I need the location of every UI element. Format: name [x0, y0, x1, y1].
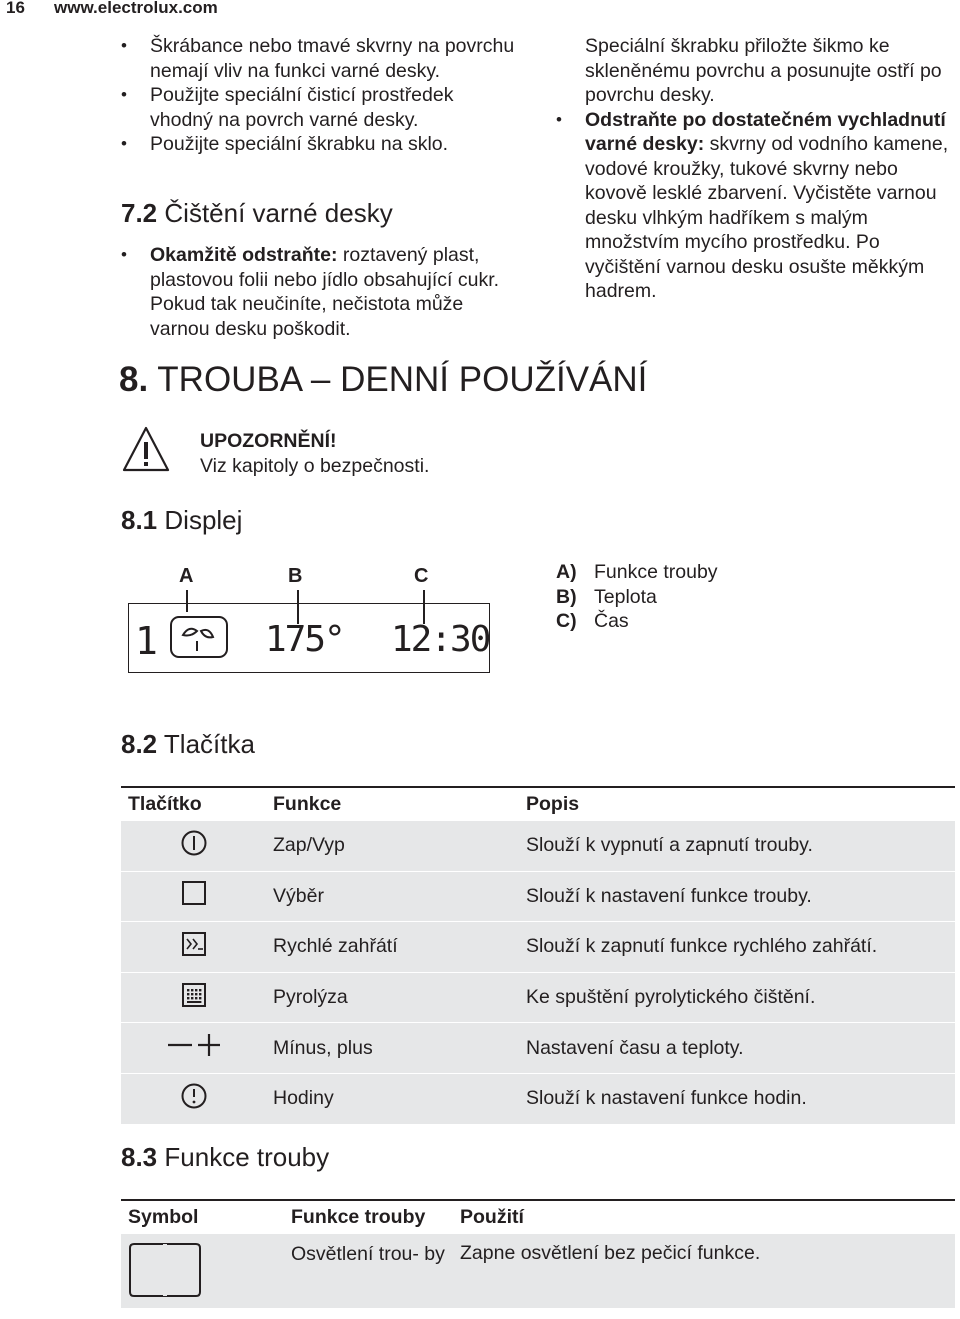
list-item: • Škrábance nebo tmavé skvrny na povrchu nemají vliv na funkci varné desky. [121, 34, 521, 83]
description-cell: Ke spuštění pyrolytického čištění. [519, 972, 955, 1023]
function-cell: Mínus, plus [266, 1023, 519, 1074]
column-header: Tlačítko [121, 787, 266, 821]
bullet-list [121, 34, 521, 157]
table-row [121, 922, 955, 973]
column-header: Symbol [121, 1200, 284, 1234]
function-cell: Zap/Vyp [266, 821, 519, 872]
list-item: • Použijte speciální škrabku na sklo. [121, 132, 521, 157]
page-number: 16 [6, 0, 25, 17]
section-heading-7-2: 7.2 Čištění varné desky [121, 198, 393, 228]
table-row [121, 1234, 955, 1309]
minus-plus-icon [164, 1031, 224, 1059]
time-readout: 12:30 [391, 619, 490, 660]
square-icon [180, 879, 208, 907]
usage-cell: Zapne osvětlení bez pečicí funkce. [453, 1234, 955, 1309]
section-heading-8-3: 8.3 Funkce trouby [121, 1142, 330, 1172]
oven-light-icon [128, 1242, 202, 1298]
display-digit-left: 1 [135, 619, 158, 663]
display-legend [556, 560, 718, 634]
display-label-a: A [179, 565, 194, 587]
legend-item: B) Teplota [556, 585, 657, 608]
description-cell: Slouží k zapnutí funkce rychlého zahřátí. [519, 922, 955, 973]
page-header [0, 0, 960, 17]
right-column [556, 34, 954, 304]
list-item: • Okamžitě odstraňte: roztavený plast, plastovou folii nebo jídlo obsahující cukr. Pokud tak neučiníte, nečistota může varnou desku poškodit. [121, 243, 521, 341]
warning-icon [121, 424, 171, 474]
power-icon [180, 829, 208, 857]
table-header-row [121, 787, 955, 821]
table-row [121, 821, 955, 872]
function-cell: Rychlé zahřátí [266, 922, 519, 973]
display-label-c: C [414, 565, 429, 587]
function-cell: Osvětlení trou- by [284, 1234, 453, 1309]
left-column-7-2 [121, 243, 521, 341]
column-header: Použití [453, 1200, 955, 1234]
table-row [121, 1023, 955, 1074]
list-item: • Odstraňte po dostatečném vychladnutí varné desky: skvrny od vodního kamene, vodové kroužky, tukové skvrny nebo kovově lesklé zbarvení. Vyčistěte varnou desku vlhkým hadříkem s malým množstvím mycího prostředku. Po vyčištění varnou desku osušte měkkým hadrem. [556, 108, 954, 304]
table-header-row [121, 1200, 955, 1234]
description-cell: Slouží k nastavení funkce trouby. [519, 871, 955, 922]
description-cell: Slouží k nastavení funkce hodin. [519, 1073, 955, 1123]
column-header: Funkce trouby [284, 1200, 453, 1234]
column-header: Funkce [266, 787, 519, 821]
chapter-heading: 8. TROUBA – DENNÍ POUŽÍVÁNÍ [119, 360, 648, 399]
function-cell: Výběr [266, 871, 519, 922]
section-heading-8-1: 8.1 Displej [121, 505, 243, 535]
section-heading-8-2: 8.2 Tlačítka [121, 729, 255, 759]
temperature-readout: 175° [265, 619, 344, 660]
table-row [121, 871, 955, 922]
clock-icon [180, 1082, 208, 1110]
oven-display [128, 603, 490, 673]
fan-function-icon [169, 615, 229, 659]
function-cell: Pyrolýza [266, 972, 519, 1023]
paragraph: Speciální škrabku přiložte šikmo ke skleněnému povrchu a posunujte ostří po povrchu desky. [585, 35, 942, 106]
site-url: www.electrolux.com [54, 0, 218, 17]
functions-table [121, 1199, 955, 1308]
legend-item: C) Čas [556, 610, 629, 632]
pyrolysis-icon [180, 981, 208, 1009]
list-item: • Použijte speciální čisticí prostředek vhodný na povrch varné desky. [121, 83, 521, 132]
table-row [121, 1073, 955, 1123]
legend-item: A) Funkce trouby [556, 561, 718, 583]
warning-title: UPOZORNĚNÍ! [200, 430, 337, 452]
buttons-table [121, 786, 955, 1124]
function-cell: Hodiny [266, 1073, 519, 1123]
description-cell: Slouží k vypnutí a zapnutí trouby. [519, 821, 955, 872]
fast-heat-icon [180, 930, 208, 958]
column-header: Popis [519, 787, 955, 821]
warning-text: Viz kapitoly o bezpečnosti. [200, 455, 430, 477]
description-cell: Nastavení času a teploty. [519, 1023, 955, 1074]
display-label-b: B [288, 565, 303, 587]
left-column [121, 34, 521, 157]
table-row [121, 972, 955, 1023]
